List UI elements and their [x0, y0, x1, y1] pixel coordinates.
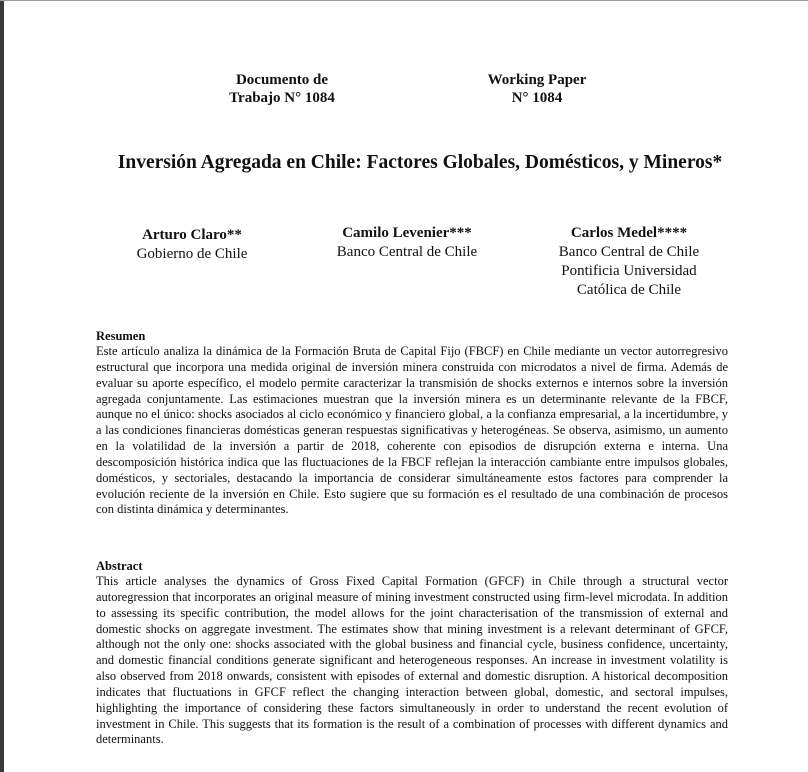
author-block: [540, 224, 718, 300]
abstract-text: This article analyses the dynamics of Gross Fixed Capital Formation (GFCF) in Chile through a structural vector autoregression that incorporates an original measure of mining investment constructed using firm-level microdata. In addition to assessing its specific contribution, the model allows for the joint characterisation of the transmission of external and domestic shocks on aggregate investment. The estimates show that mining investment is a relevant determinant of GFCF, although not the only one: shocks associated with the global business and financial cycle, business confidence, uncertainty, and domestic financial conditions generate significant and heterogeneous responses. An increase in investment volatility is also observed from 2018 onwards, consistent with episodes of external and domestic disruption. A historical decomposition indicates that fluctuations in GFCF reflect the changing interaction between global, domestic, and sectoral impulses, highlighting the importance of considering these factors simultaneously in order to understand the recent evolution of investment in Chile. This suggests that its formation is the result of a combination of processes with different dynamics and determinants.: [96, 574, 728, 747]
page-top-edge: [0, 0, 808, 1]
series-spanish-line1: Documento de: [235, 72, 329, 88]
author-name: Arturo Claro**: [142, 227, 242, 243]
author-affiliation: Banco Central de Chile: [336, 244, 478, 260]
author-affiliation: Banco Central de Chile: [558, 244, 700, 260]
series-label-spanish: [200, 71, 364, 107]
resumen-section: [96, 329, 728, 518]
author-affiliation: Católica de Chile: [576, 282, 682, 298]
series-header: [0, 71, 808, 111]
series-english-line2: N° 1084: [511, 90, 563, 106]
author-name: Camilo Levenier***: [342, 225, 472, 241]
series-english-line1: Working Paper: [487, 72, 587, 88]
author-name: Carlos Medel****: [570, 225, 688, 241]
resumen-text: Este artículo analiza la dinámica de la Formación Bruta de Capital Fijo (FBCF) en Chile mediante un vector autorregresivo estructural que incorpora una medida original de inversión minera construida con microdatos a nivel de firma. Además de evaluar su aporte específico, el modelo permite caracterizar la transmisión de shocks externos e internos sobre la inversión agregada conjuntamente. Las estimaciones muestran que la inversión minera es un determinante relevante de la FBCF, aunque no el único: shocks asociados al ciclo económico y financiero global, a la confianza empresarial, a la incertidumbre, y a las condiciones financieras domésticas generan respuestas significativas y heterogéneas. Se observa, asimismo, un aumento en la volatilidad de la inversión a partir de 2018, coherente con episodios de disrupción externa e interna. Una descomposición histórica indica que las fluctuaciones de la FBCF reflejan la interacción cambiante entre impulsos globales, domésticos, y sectoriales, destacando la importancia de considerar simultáneamente estos factores para comprender la evolución reciente de la inversión en Chile. Esto sugiere que su formación es el resultado de una combinación de procesos con distinta dinámica y determinantes.: [96, 344, 728, 517]
author-block: [110, 226, 274, 264]
author-block: [322, 224, 492, 262]
series-label-english: [455, 71, 619, 107]
paper-title: Inversión Agregada en Chile: Factores Globales, Domésticos, y Mineros*: [117, 152, 723, 173]
author-affiliation: Gobierno de Chile: [136, 246, 248, 262]
resumen-heading: Resumen: [96, 329, 146, 343]
author-affiliation: Pontificia Universidad: [561, 263, 697, 279]
abstract-section: [96, 559, 728, 748]
abstract-heading: Abstract: [96, 559, 143, 573]
page-left-edge: [0, 0, 4, 772]
series-spanish-line2: Trabajo N° 1084: [229, 90, 335, 106]
